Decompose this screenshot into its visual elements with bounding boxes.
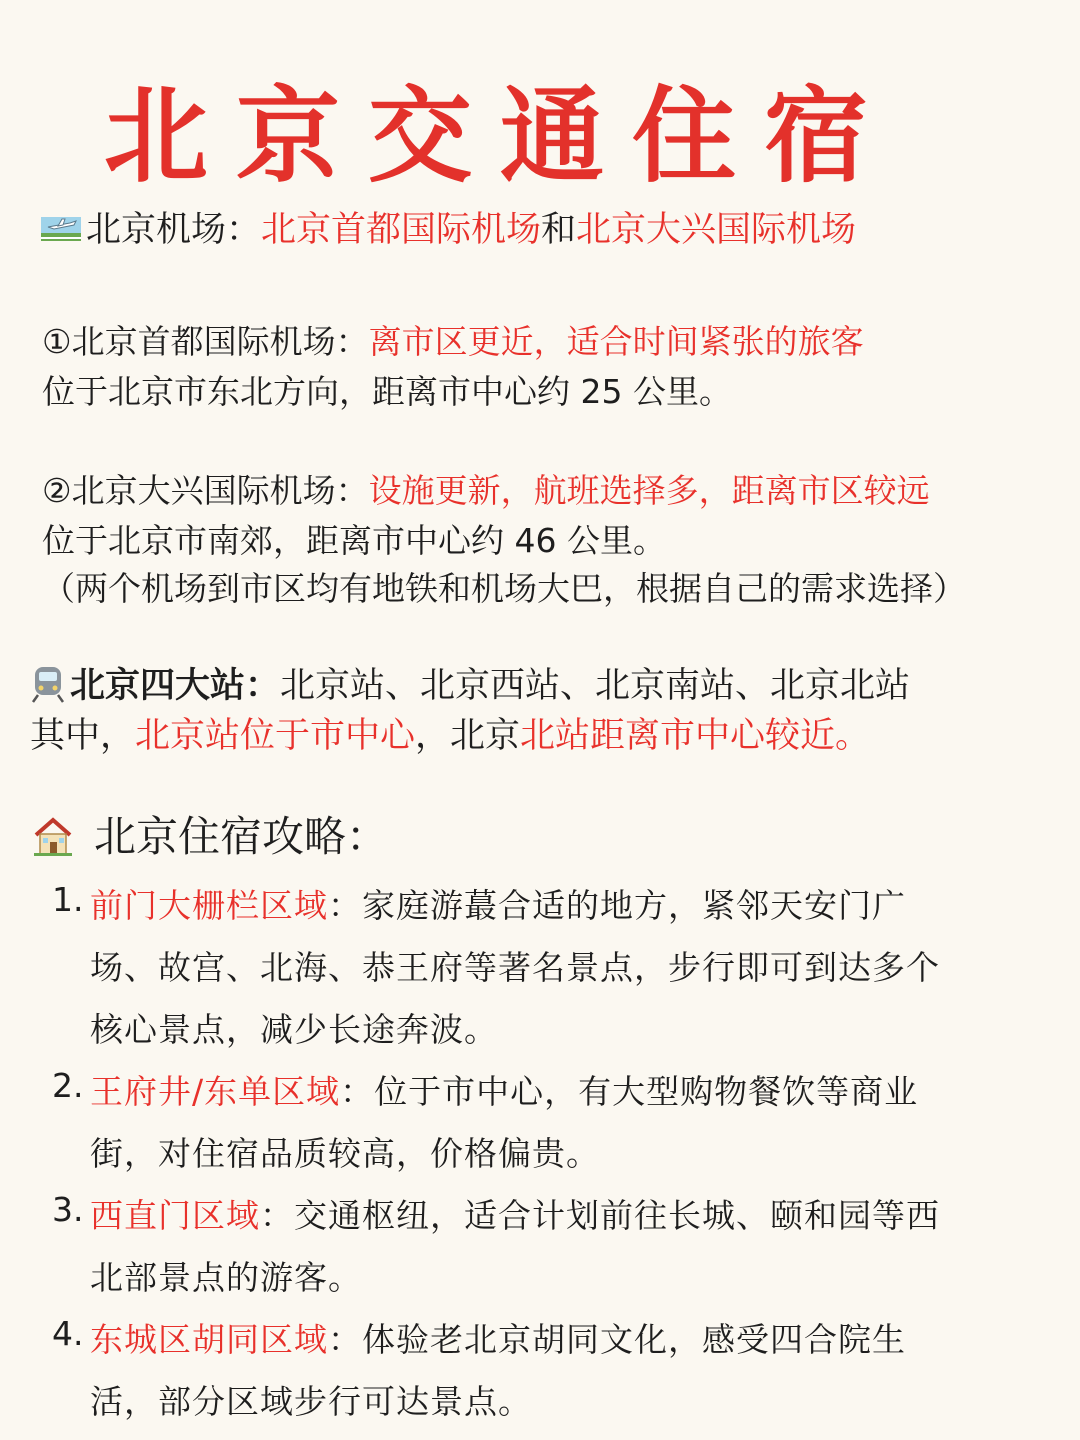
stations-note-a: 其中， [30,716,136,756]
capital-airport-highlight: 离市区更近，适合时间紧张的旅客 [368,322,864,361]
airport-icon [40,211,82,256]
lodging-item-2-text-1: ：位于市中心，有大型购物餐饮等商业 [340,1072,919,1111]
capital-airport-desc: 位于北京市东北方向，距离市中心约 25 公里。 [42,372,732,411]
daxing-airport-desc: 位于北京市南郊，距离市中心约 46 公里。 [42,521,666,560]
lodging-item-4-line-1 [90,1314,906,1361]
lodging-item-4-line-2: 活，部分区域步行可达景点。 [90,1382,532,1421]
lodging-heading-line [32,804,388,867]
lodging-item-4-number: 4. [52,1314,84,1353]
lodging-item-1-text-1: ：家庭游蕞合适的地方，紧邻天安门广 [328,886,906,925]
lodging-item-3-text-1: ：交通枢纽，适合计划前往长城、颐和园等西 [260,1196,940,1235]
stations-label: 北京四大站： [70,666,281,706]
stations-note-b: 北京站位于市中心 [135,716,416,756]
stations-note-c: ，北京 [415,716,521,756]
airport-capital-name: 北京首都国际机场 [261,210,542,250]
house-icon [32,815,74,867]
lodging-item-3-number: 3. [52,1190,84,1229]
lodging-item-4-text-1: ：体验老北京胡同文化，感受四合院生 [328,1320,906,1359]
capital-airport-line [42,316,864,363]
stations-note [30,708,870,758]
lodging-item-1-line-2: 场、故宫、北海、恭王府等著名景点，步行即可到达多个 [90,948,940,987]
daxing-airport-line [42,465,930,512]
lodging-item-1-area: 前门大栅栏区域 [90,886,328,925]
daxing-airport-label: ②北京大兴国际机场： [42,471,369,510]
lodging-item-3-line-2: 北部景点的游客。 [90,1258,362,1297]
lodging-item-1-number: 1. [52,880,84,919]
page-title: 北京交通住宿 [103,75,896,197]
lodging-item-2-area: 王府井/东单区域 [90,1072,341,1111]
airport-conj: 和 [541,210,577,250]
lodging-item-3-area: 西直门区域 [90,1196,260,1235]
capital-airport-label: ①北京首都国际机场： [42,322,369,361]
stations-note-d: 北站距离市中心较近。 [520,716,871,756]
airport-note: （两个机场到市区均有地铁和机场大巴，根据自己的需求选择） [42,569,966,608]
airport-label: 北京机场： [86,210,262,250]
stations-list: 北京站、北京西站、北京南站、北京北站 [280,666,911,706]
lodging-item-1-line-1 [90,880,906,927]
lodging-item-4-area: 东城区胡同区域 [90,1320,328,1359]
lodging-item-2-number: 2. [52,1066,84,1105]
airport-daxing-name: 北京大兴国际机场 [576,210,857,250]
lodging-item-3-line-1 [90,1190,940,1237]
lodging-item-2-line-2: 街，对住宿品质较高，价格偏贵。 [90,1134,600,1173]
airport-heading [40,202,856,256]
stations-line [30,658,910,712]
daxing-airport-highlight: 设施更新，航班选择多，距离市区较远 [368,471,930,510]
train-icon [30,665,66,712]
lodging-item-2-line-1 [90,1066,918,1113]
lodging-heading: 北京住宿攻略： [94,812,389,861]
lodging-item-1-line-3: 核心景点，减少长途奔波。 [90,1010,498,1049]
